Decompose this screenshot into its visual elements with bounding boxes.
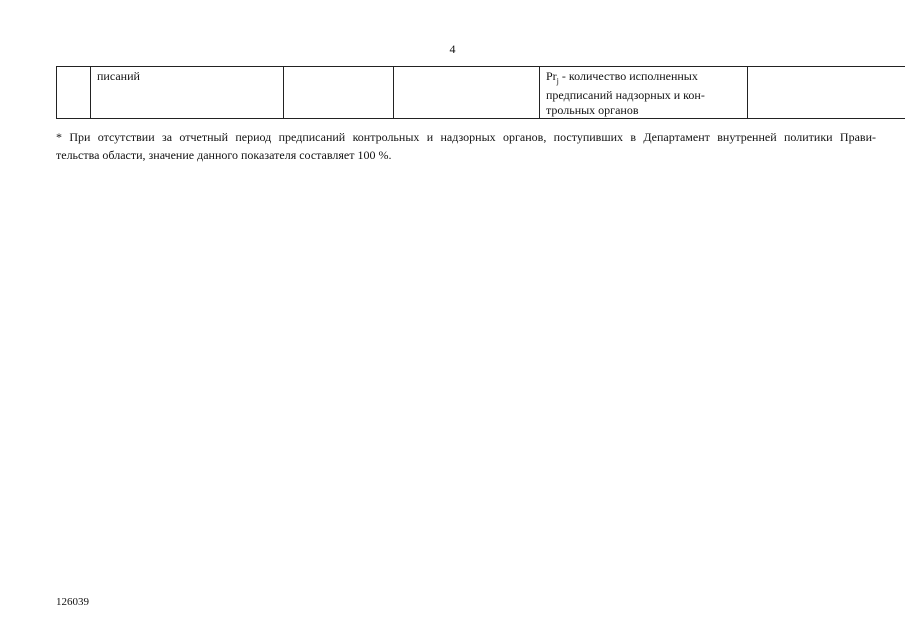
formula-description-line: - количество исполненных <box>558 69 698 83</box>
table-cell-empty <box>394 67 540 119</box>
formula-line <box>546 69 743 88</box>
footnote-line: * При отсутствии за отчетный период предписаний контрольных и надзорных органов, поступивших в Департамент внутренней политики Прави- <box>56 130 876 144</box>
page-number: 4 <box>449 42 456 56</box>
formula-symbol: Pr <box>546 69 557 83</box>
formula-description-line: трольных органов <box>546 103 639 118</box>
indicator-table-fragment <box>56 66 905 119</box>
table-cell-index <box>57 67 91 119</box>
formula-description-line: предписаний надзорных и кон- <box>546 88 705 103</box>
table-cell-formula-description <box>540 67 748 119</box>
document-code: 126039 <box>56 596 89 608</box>
table-row <box>57 67 905 119</box>
table-cell-empty <box>284 67 394 119</box>
footnote-line: тельства области, значение данного показателя составляет 100 %. <box>56 148 392 162</box>
table-cell-empty <box>748 67 905 119</box>
table-cell-indicator-name <box>91 67 284 119</box>
formula-subscript: j <box>556 76 559 86</box>
footnote <box>56 128 876 164</box>
indicator-name-text: писаний <box>97 69 140 83</box>
